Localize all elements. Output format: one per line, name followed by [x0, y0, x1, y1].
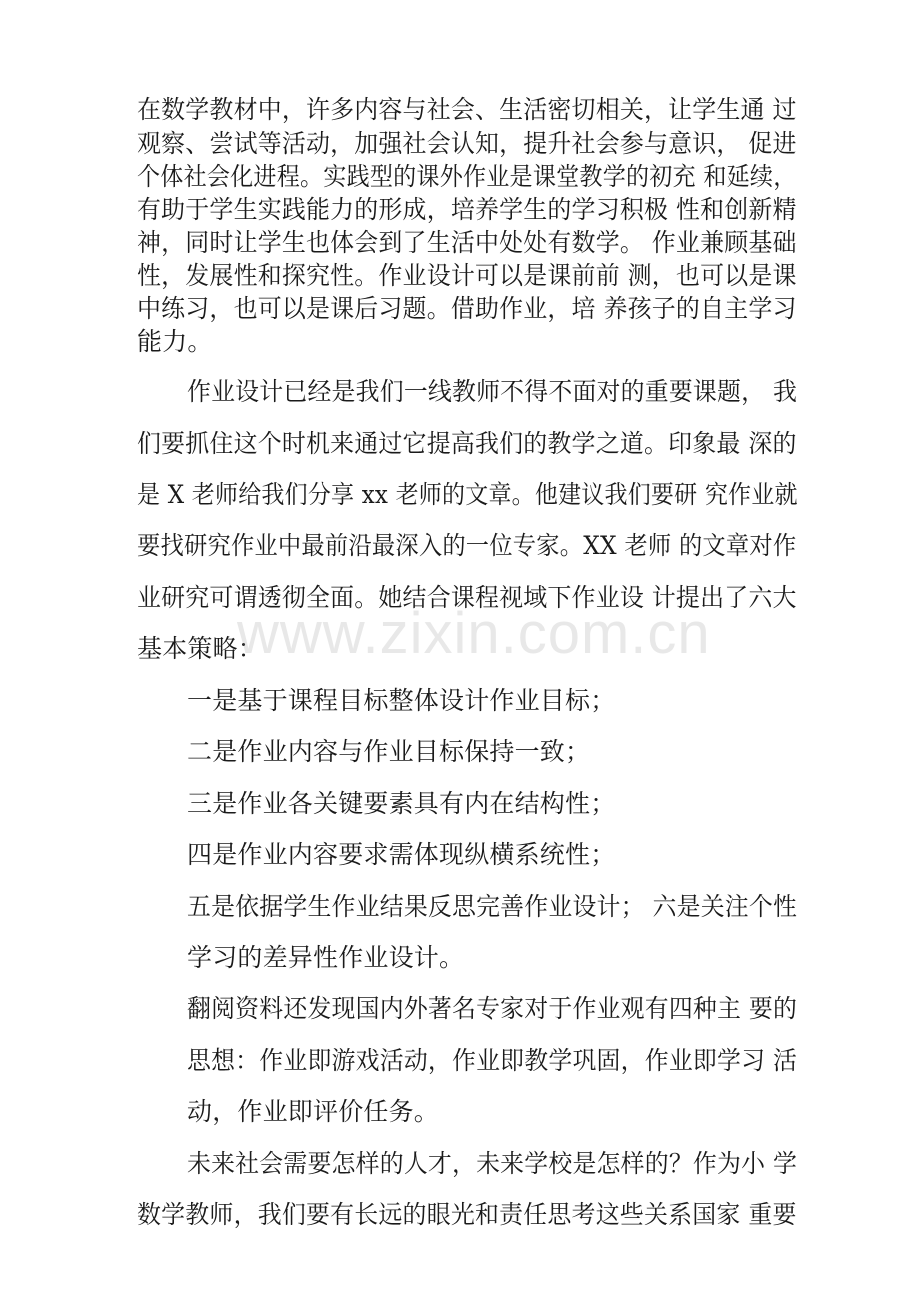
strategy-item: 三是作业各关键要素具有内在结构性； — [187, 789, 616, 818]
strategy-item: 四是作业内容要求需体现纵横系统性； — [187, 840, 616, 869]
paragraph-line: 作业设计已经是我们一线教师不得不面对的重要课题， 我 — [187, 377, 798, 406]
strategy-item: 二是作业内容与作业目标保持一致； — [187, 737, 591, 766]
paragraph-line: 们要抓住这个时机来通过它提高我们的教学之道。印象最 深的 — [137, 429, 797, 458]
paragraph-line: 数学教师，我们要有长远的眼光和责任思考这些关系国家 重要 — [137, 1200, 797, 1229]
paragraph-line: 在数学教材中，许多内容与社会、生活密切相关，让学生通 过 — [137, 95, 797, 124]
paragraph-line: 观察、尝试等活动，加强社会认知，提升社会参与意识， 促进 — [137, 129, 797, 158]
strategy-item: 一是基于课程目标整体设计作业目标； — [187, 686, 616, 715]
paragraph-line: 动，作业即评价任务。 — [187, 1097, 440, 1126]
paragraph-line: 思想：作业即游戏活动，作业即教学巩固，作业即学习 活 — [187, 1046, 798, 1075]
paragraph-line: 是 X 老师给我们分享 xx 老师的文章。他建议我们要研 究作业就 — [137, 480, 798, 509]
paragraph-line: 中练习，也可以是课后习题。借助作业，培 养孩子的自主学习 — [137, 294, 797, 323]
paragraph-line: 能力。 — [137, 327, 213, 356]
paragraph-line: 翻阅资料还发现国内外著名专家对于作业观有四种主 要的 — [187, 994, 798, 1023]
paragraph-line: 基本策略： — [137, 634, 264, 663]
paragraph-line: 神，同时让学生也体会到了生活中处处有数学。 作业兼顾基础 — [137, 228, 797, 257]
paragraph-line: 业研究可谓透彻全面。她结合课程视域下作业设 计提出了六大 — [137, 583, 797, 612]
paragraph-line: 个体社会化进程。实践型的课外作业是课堂教学的初充 和延续， — [137, 162, 797, 191]
watermark: www.zixin.com.cn — [237, 601, 711, 666]
paragraph-line: 有助于学生实践能力的形成，培养学生的学习积极 性和创新精 — [137, 195, 797, 224]
paragraph-line: 性，发展性和探究性。作业设计可以是课前前 测，也可以是课 — [137, 261, 797, 290]
paragraph-line: 要找研究作业中最前沿最深入的一位专家。XX 老师 的文章对作 — [137, 531, 797, 560]
strategy-item: 学习的差异性作业设计。 — [187, 943, 465, 972]
strategy-item: 五是依据学生作业结果反思完善作业设计； 六是关注个性 — [187, 892, 798, 921]
paragraph-line: 未来社会需要怎样的人才，未来学校是怎样的？作为小 学 — [187, 1149, 798, 1178]
